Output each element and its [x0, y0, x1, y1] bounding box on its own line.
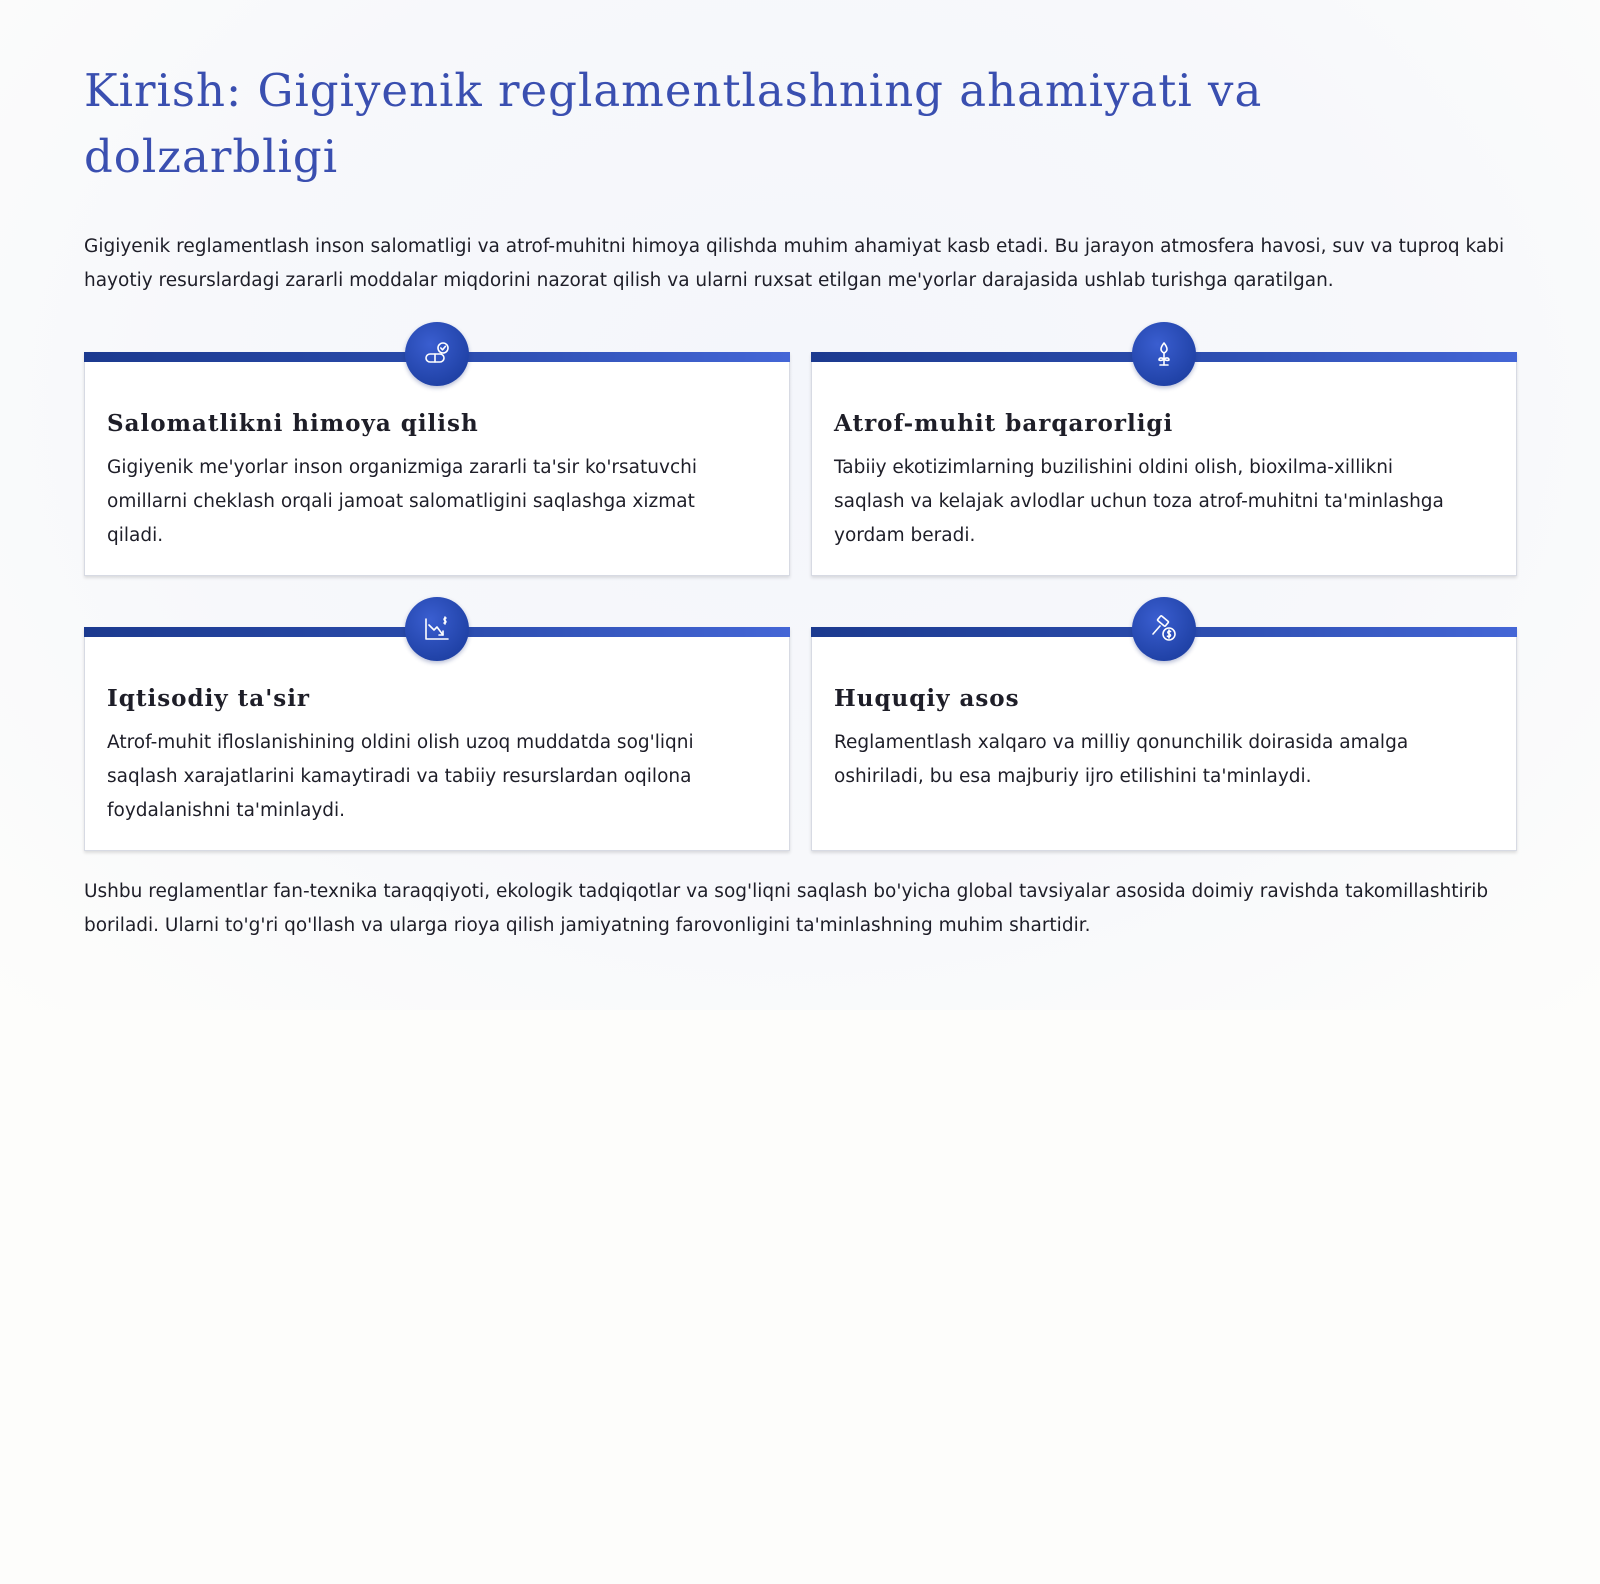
card-text: Tabiiy ekotizimlarning buzilishini oldini olish, bioxilma-xillikni saqlash va kelajak avlodlar uchun toza atrof-muhitni ta'minlashga yordam beradi. — [834, 457, 1444, 546]
conclusion-paragraph: Ushbu reglamentlar fan-texnika taraqqiyoti, ekologik tadqiqotlar va sog'liqni saqlash bo'yicha global tavsiyalar asosida doimiy ravishda takomillashtirib boriladi. Ularni to'g'ri qo'llash va ularga rioya qilish jamiyatning farovonligini ta'minlashning muhim shartidir. — [84, 881, 1489, 936]
card-legal — [811, 627, 1517, 851]
intro-paragraph: Gigiyenik reglamentlash inson salomatligi va atrof-muhitni himoya qilishda muhim ahamiyat kasb etadi. Bu jarayon atmosfera havosi, suv va tuproq kabi hayotiy resurslardagi zararli moddalar miqdorini nazorat qilish va ularni ruxsat etilgan me'yorlar darajasida ushlab turishga qaratilgan. — [84, 236, 1505, 291]
gavel-dollar-icon — [1132, 597, 1196, 661]
pill-check-icon — [405, 322, 469, 386]
card-text: Gigiyenik me'yorlar inson organizmiga zararli ta'sir ko'rsatuvchi omillarni cheklash orqali jamoat salomatligini saqlashga xizmat qiladi. — [107, 457, 697, 546]
plant-drop-icon — [1132, 322, 1196, 386]
card-text: Atrof-muhit ifloslanishining oldini olish uzoq muddatda sog'liqni saqlash xarajatlarini kamaytiradi va tabiiy resurslardan oqilona foydalanishni ta'minlaydi. — [107, 732, 694, 821]
card-health — [84, 352, 790, 576]
card-economic — [84, 627, 790, 851]
chart-down-dollar-icon — [405, 597, 469, 661]
card-environment — [811, 352, 1517, 576]
card-title: Huquqiy asos — [834, 685, 1020, 712]
page-title: Kirish: Gigiyenik reglamentlashning ahamiyati va dolzarbligi — [84, 64, 1263, 183]
card-title: Iqtisodiy ta'sir — [107, 685, 311, 712]
card-text: Reglamentlash xalqaro va milliy qonunchilik doirasida amalga oshiriladi, bu esa majburiy ijro etilishini ta'minlaydi. — [834, 732, 1409, 787]
card-title: Atrof-muhit barqarorligi — [834, 410, 1174, 437]
card-title: Salomatlikni himoya qilish — [107, 410, 479, 437]
